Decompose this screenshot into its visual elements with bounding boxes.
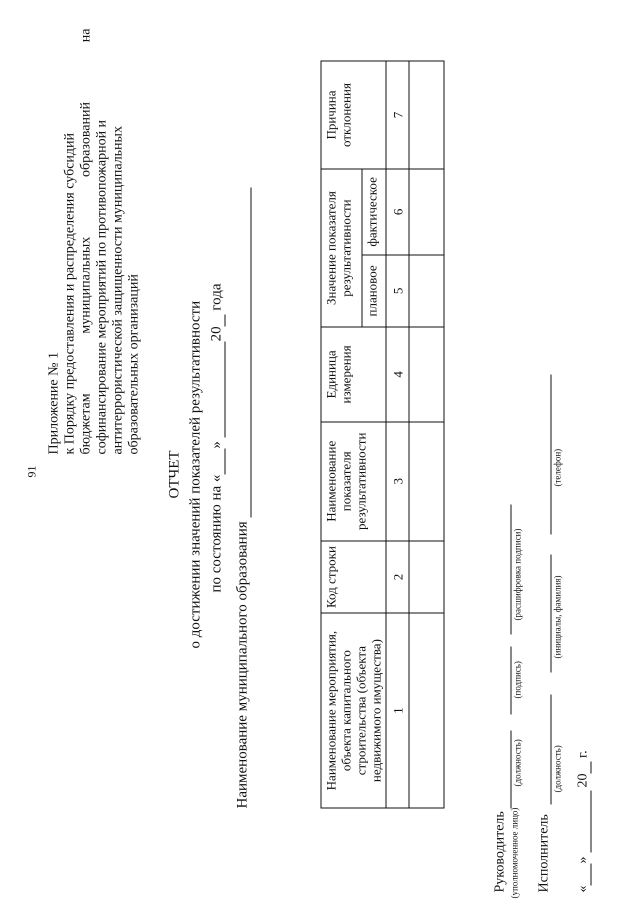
appendix-line-2: к Порядку предоставления и распределения субсидий	[62, 132, 78, 455]
indicators-table	[321, 61, 445, 809]
header-planned: плановое	[362, 255, 386, 327]
appendix-line-1: Приложение № 1	[46, 352, 62, 455]
appendix-line-6: образовательных организаций	[126, 274, 142, 455]
column-number: 5	[386, 255, 409, 327]
head-sub-caption: (уполномоченное лицо)	[509, 807, 520, 899]
table-row	[409, 61, 444, 808]
table-cell	[409, 541, 444, 613]
report-subtitle: о достижении значений показателей результативности	[187, 300, 204, 649]
as-of-quote-close: »	[208, 441, 225, 449]
sign-date	[576, 750, 592, 892]
day-blank	[225, 449, 226, 475]
header-value-group: Значение показателя результативности	[321, 169, 362, 327]
appendix-word: бюджетам	[78, 393, 94, 455]
as-of-year-suffix: года	[208, 283, 225, 311]
column-number: 1	[386, 613, 409, 808]
table-cell	[409, 61, 444, 169]
page-number: 91	[24, 465, 39, 478]
date-open-quote: «	[575, 885, 591, 893]
header-code: Код строки	[321, 541, 386, 613]
appendix-word: образований	[78, 102, 94, 177]
table-header-row	[321, 61, 362, 808]
date-month-blank	[591, 791, 592, 853]
column-number: 4	[386, 327, 409, 422]
as-of-prefix: по состоянию на «	[208, 474, 225, 593]
header-indicator: Наименование показателя результативности	[321, 422, 386, 541]
table-cell	[409, 422, 444, 541]
date-year-blank	[591, 762, 592, 774]
head-label: Руководитель	[492, 811, 508, 893]
table-cell	[409, 169, 444, 255]
executor-label: Исполнитель	[536, 814, 552, 893]
head-decoding-caption: (расшифровка подписи)	[512, 528, 523, 621]
table-cell	[409, 327, 444, 422]
date-year-prefix: 20	[575, 773, 591, 788]
date-year-suffix: г.	[575, 750, 591, 758]
column-number: 3	[386, 422, 409, 541]
appendix-word: на	[78, 28, 94, 43]
column-number: 7	[386, 61, 409, 169]
appendix-line-5: антитеррористической защищенности муниципальных	[110, 126, 126, 455]
executor-phone-caption: (телефон)	[552, 448, 563, 487]
as-of-year-prefix: 20	[208, 326, 225, 342]
header-unit: Единица измерения	[321, 327, 386, 422]
head-position-line	[511, 731, 512, 809]
appendix-word: муниципальных	[78, 236, 94, 334]
report-as-of-date	[209, 283, 226, 592]
head-decoding-line	[511, 505, 512, 635]
table-number-row	[386, 61, 409, 808]
appendix-block	[47, 29, 143, 455]
head-signature-caption: (подпись)	[512, 661, 523, 699]
column-number: 6	[386, 169, 409, 255]
table-cell	[409, 255, 444, 327]
month-blank	[225, 341, 226, 437]
column-number: 2	[386, 541, 409, 613]
appendix-line-4: софинансирование мероприятий по противопожарной и	[94, 119, 110, 455]
header-reason: Причина отклонения	[321, 61, 386, 169]
head-position-caption: (должность)	[512, 739, 523, 787]
executor-initials-caption: (инициалы, фамилия)	[552, 575, 563, 659]
rotated-document	[1, 0, 640, 905]
municipality-blank	[251, 188, 252, 518]
year-blank	[225, 314, 226, 326]
executor-phone-line	[551, 375, 552, 535]
executor-position-line	[551, 695, 552, 805]
municipality-label: Наименование муниципального образования	[234, 521, 251, 809]
table-cell	[409, 613, 444, 808]
municipality-field	[235, 188, 252, 809]
header-actual: фактическое	[362, 169, 386, 255]
date-day-blank	[591, 864, 592, 886]
head-signature-line	[511, 647, 512, 715]
report-title: ОТЧЕТ	[166, 450, 183, 499]
date-close-quote: »	[575, 856, 591, 864]
executor-position-caption: (должность)	[552, 745, 563, 793]
executor-name-line	[551, 555, 552, 673]
appendix-line-3	[79, 29, 95, 455]
header-event: Наименование мероприятия, объекта капитального строительства (объекта недвижимого имущества)	[321, 613, 386, 808]
